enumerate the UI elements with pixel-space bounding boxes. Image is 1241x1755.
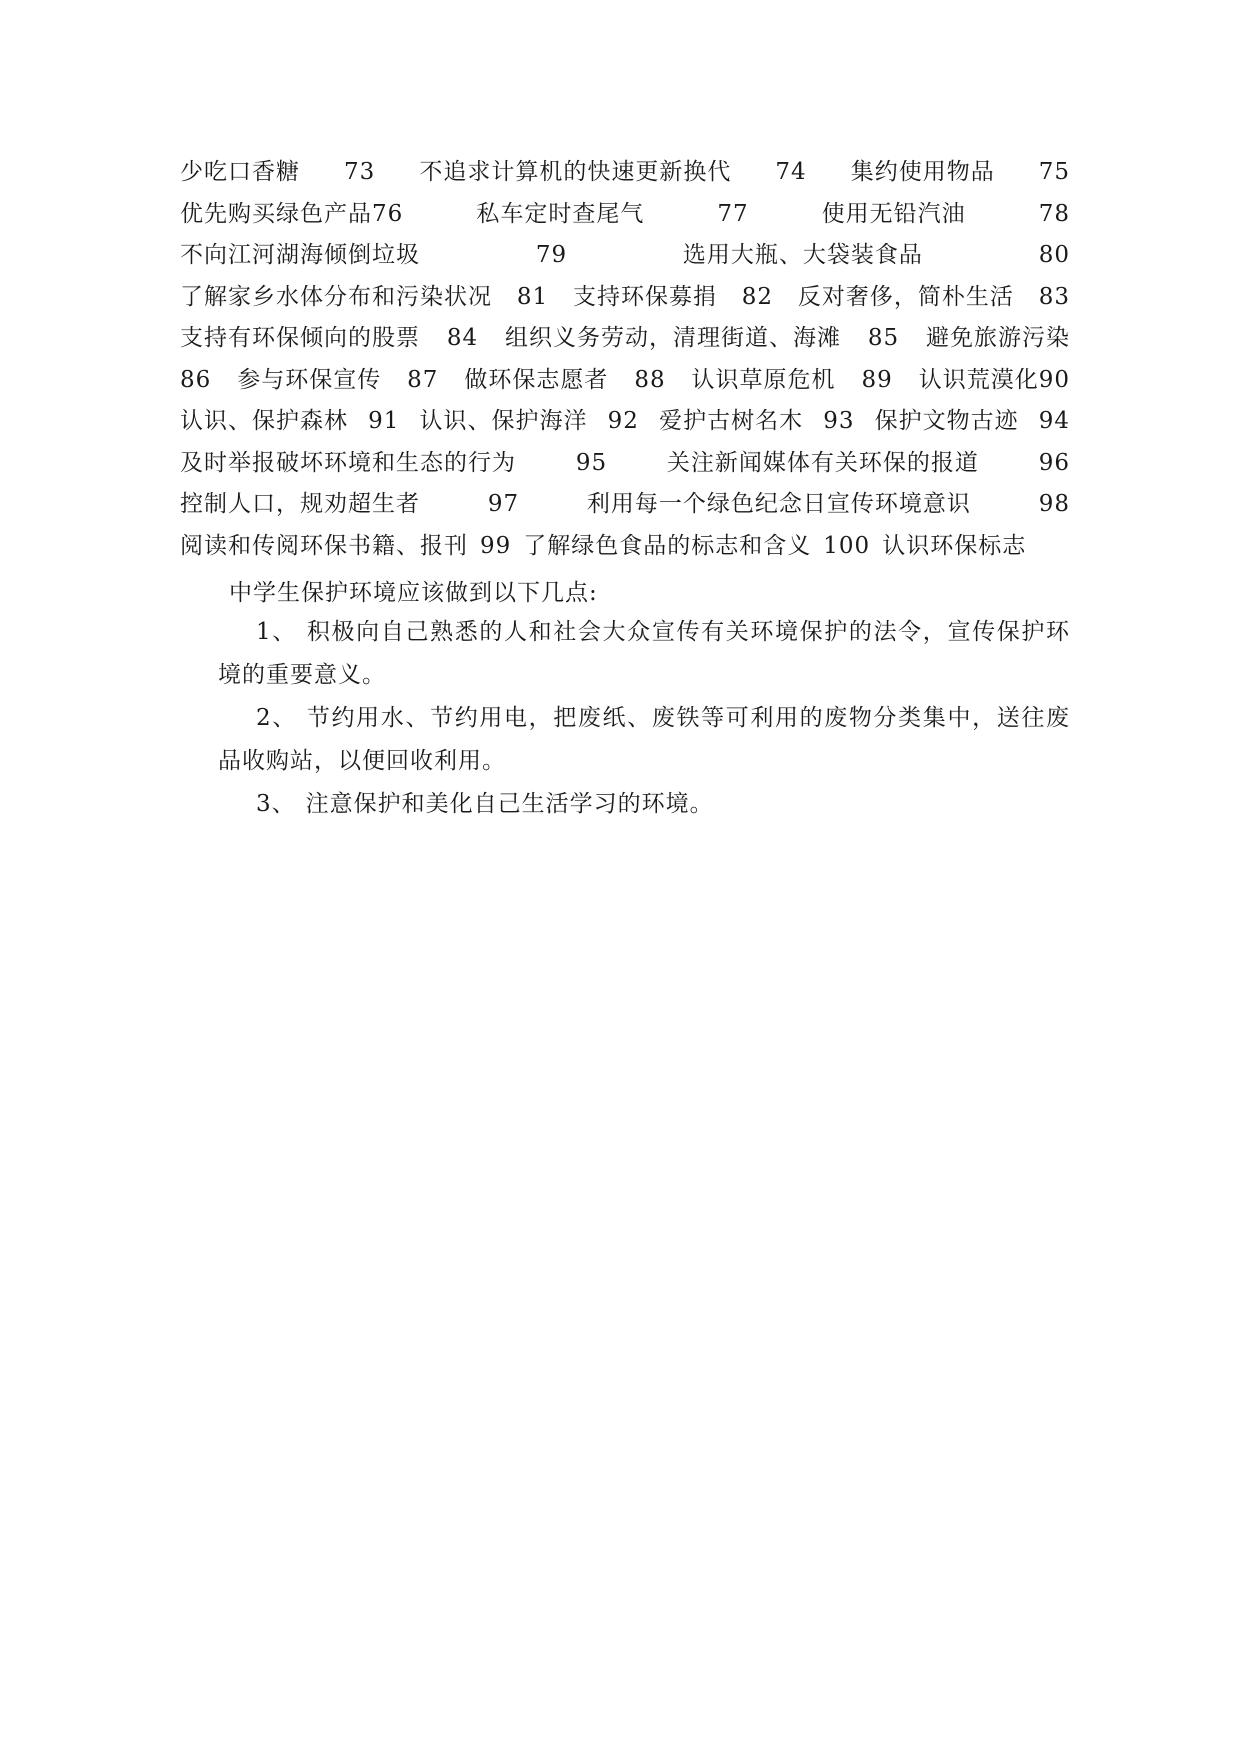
list-number: 91	[368, 408, 400, 434]
list-number: 92	[607, 408, 639, 434]
list-text: 爱护古树名木	[659, 408, 804, 434]
item-text: 注意保护和美化自己生活学习的环境。	[305, 791, 714, 817]
list-number: 86	[180, 366, 212, 393]
list-text: 及时举报破坏环境和生态的行为	[180, 449, 516, 476]
list-text: 私车定时查尾气	[476, 200, 645, 227]
list-number: 85	[867, 325, 900, 351]
list-number: 84	[446, 325, 479, 351]
list-text: 了解绿色食品的标志和含义	[523, 532, 812, 559]
list-number: 80	[1038, 242, 1070, 268]
list-number: 82	[741, 283, 774, 310]
list-number: 98	[1038, 491, 1070, 517]
list-text: 组织义务劳动，清理街道、海滩	[505, 325, 841, 351]
list-text: 认识荒漠化90	[918, 366, 1070, 393]
item-number: 2、	[256, 705, 297, 731]
list-line	[180, 444, 1070, 486]
section-heading: 中学生保护环境应该做到以下几点:	[229, 580, 598, 606]
item-text: 节约用水、节约用电，把废纸、废铁等可利用的废物分类集中，送往废品收购站，以便回收利用。	[218, 705, 1070, 774]
list-number: 73	[344, 159, 376, 185]
list-text: 选用大瓶、大袋装食品	[682, 242, 923, 268]
list-text: 阅读和传阅环保书籍、报刊	[180, 532, 468, 559]
environmental-actions-list	[180, 153, 1070, 568]
list-number: 94	[1038, 408, 1070, 434]
list-number: 99	[480, 532, 512, 559]
list-number: 83	[1038, 283, 1070, 310]
list-text: 做环保志愿者	[464, 366, 609, 393]
list-text: 少吃口香糖	[180, 159, 300, 185]
list-number: 79	[535, 242, 568, 268]
item-text: 积极向自己熟悉的人和社会大众宣传有关环境保护的法令，宣传保护环境的重要意义。	[218, 619, 1070, 688]
list-text: 认识草原危机	[691, 366, 836, 393]
list-text: 参与环保宣传	[237, 366, 382, 393]
list-line	[180, 361, 1070, 403]
list-text: 使用无铅汽油	[821, 200, 966, 227]
item-number: 1、	[256, 619, 297, 645]
list-line	[180, 236, 1070, 278]
list-text: 避免旅游污染	[926, 325, 1070, 351]
list-text: 认识、保护森林	[180, 408, 348, 434]
list-number: 89	[861, 366, 893, 393]
list-line	[180, 319, 1070, 361]
list-line	[180, 195, 1070, 237]
list-number: 75	[1038, 159, 1070, 185]
list-text: 关注新闻媒体有关环保的报道	[666, 449, 979, 476]
list-text: 支持环保募捐	[572, 283, 717, 310]
list-number: 78	[1038, 200, 1070, 227]
list-text: 优先购买绿色产品76	[180, 200, 404, 227]
list-number: 97	[487, 491, 520, 517]
list-line	[180, 153, 1070, 195]
list-number: 74	[775, 159, 807, 185]
numbered-paragraph	[218, 697, 1070, 783]
list-text: 了解家乡水体分布和污染状况	[180, 283, 492, 310]
list-line	[180, 402, 1070, 444]
list-text: 利用每一个绿色纪念日宣传环境意识	[586, 491, 971, 517]
list-number: 93	[823, 408, 855, 434]
list-number: 87	[407, 366, 439, 393]
list-text: 反对奢侈，简朴生活	[797, 283, 1014, 310]
list-number: 95	[575, 449, 608, 476]
list-number: 88	[634, 366, 666, 393]
list-text: 保护文物古迹	[874, 408, 1019, 434]
numbered-paragraph	[218, 611, 1070, 697]
list-text: 不向江河湖海倾倒垃圾	[180, 242, 420, 268]
item-number: 3、	[256, 791, 296, 817]
list-number: 81	[516, 283, 549, 310]
list-number: 100	[823, 532, 871, 559]
list-number: 96	[1038, 449, 1070, 476]
list-text: 认识环保标志	[882, 532, 1027, 559]
list-text: 支持有环保倾向的股票	[180, 325, 420, 351]
list-line	[180, 485, 1070, 527]
list-text: 控制人口，规劝超生者	[180, 491, 420, 517]
list-line	[180, 527, 1070, 569]
numbered-paragraph	[218, 783, 1070, 826]
list-line	[180, 278, 1070, 320]
list-text: 不追求计算机的快速更新换代	[419, 159, 732, 185]
list-text: 认识、保护海洋	[419, 408, 588, 434]
list-number: 77	[717, 200, 749, 227]
list-text: 集约使用物品	[850, 159, 995, 185]
